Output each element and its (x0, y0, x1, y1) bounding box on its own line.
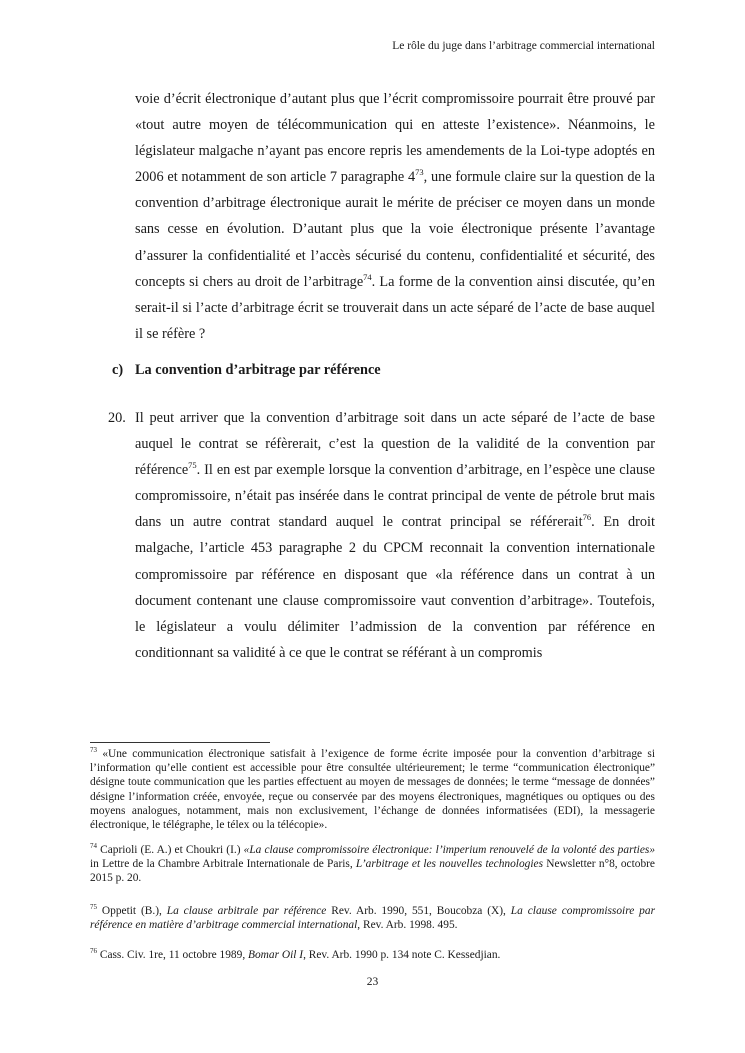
paragraph-number: 20. (108, 410, 126, 426)
para1-text-b: , une formule claire sur la question de la convention d’arbitrage électronique aurait le mérite de préciser ce moyen dans un monde sans cesse en évolution. D’autant plus que la voie électronique présente l’avantage d’assurer la confidentialité et l’accès sécurisé du contenu, confidentialité et sécurité, des concepts si chers au droit de l’arbitrage (135, 169, 655, 290)
footnote-text: , Rev. Arb. 1998. 495. (357, 919, 458, 932)
footnote-text: «Une communication électronique satisfait à l’exigence de forme écrite imposée pour la convention d’arbitrage si l’information qu’elle contient est accessible pour être consultée ultérieurement; le terme “communication électronique” désigne toute communication que les parties effectuent au moyen de messages de données; le terme “message de données” désigne l’information créée, envoyée, reçue ou conservée par des moyens électroniques, magnétiques ou optiques ou des moyens analogues, notamment, mais non exclusivement, l’échange de données informatisées (EDI), la messagerie électronique, le télégraphe, le télex ou la télécopie». (90, 748, 655, 832)
footnote-text: Rev. Arb. 1990, 551, Boucobza (X), (326, 905, 511, 917)
para1-text-c: . La forme de la convention ainsi discutée, qu’en serait-il si l’acte d’arbitrage écrit se trouverait dans un acte séparé de l’acte de base auquel il se réfère ? (135, 273, 655, 342)
footnote-italic: Bomar Oil I (248, 949, 304, 961)
footnote-73 (90, 747, 655, 832)
footnote-italic: «La clause compromissoire électronique: l’imperium renouvelé de la volonté des parties» (243, 844, 656, 856)
footnote-italic: La clause arbitrale par référence (166, 905, 327, 917)
footnote-italic: La clause compromissoire par référence en matière d’arbitrage commercial international (90, 905, 655, 932)
footnote-ref-74[interactable]: 74 (363, 271, 372, 282)
section-title: La convention d’arbitrage par référence (135, 362, 381, 378)
para2-text-c: . En droit malgache, l’article 453 paragraphe 2 du CPCM reconnait la convention internationale compromissoire par référence en disposant que «la référence dans un contrat à un document contenant une clause compromissoire vaut convention d’arbitrage». Toutefois, le législateur a voulu délimiter l’admission de la convention par référence en conditionnant sa validité à ce que le contrat se référant à un compromis (135, 514, 655, 661)
footnote-ref-75[interactable]: 75 (188, 460, 197, 471)
footnote-number: 73 (90, 746, 97, 755)
footnote-ref-73[interactable]: 73 (415, 167, 424, 178)
footnote-text: , Rev. Arb. 1990 p. 134 note C. Kessedjian. (303, 949, 501, 961)
para2-text-a: Il peut arriver que la convention d’arbitrage soit dans un acte séparé de l’acte de base auquel le contrat se réfèrerait, c’est la question de la validité de la convention par référence (135, 410, 655, 479)
footnote-text: Newsletter n°8, octobre 2015 p. 20. (90, 858, 655, 885)
footnote-75 (90, 904, 655, 932)
section-label: c) (112, 362, 124, 378)
footnote-ref-76[interactable]: 76 (582, 512, 592, 523)
page-number: 23 (366, 976, 379, 988)
footnote-number: 74 (90, 842, 97, 851)
para1-text-a: voie d’écrit électronique d’autant plus que l’écrit compromissoire pourrait être prouvé par «tout autre moyen de télécommunication qui en atteste l’existence». Néanmoins, le législateur malgache n’ayant pas encore repris les amendements de la Loi-type adoptés en 2006 et notamment de son article 7 paragraphe 4 (135, 91, 655, 186)
footnote-76 (90, 948, 655, 962)
section-heading (112, 362, 381, 379)
footnote-separator (90, 742, 270, 743)
footnote-number: 76 (90, 947, 97, 956)
footnote-italic: L’arbitrage et les nouvelles technologies (355, 858, 544, 871)
paragraph-20 (108, 405, 655, 666)
footnote-text: Oppetit (B.), (97, 905, 167, 917)
footnote-text: in Lettre de la Chambre Arbitrale Internationale de Paris, (90, 858, 356, 871)
paragraph-continuation (135, 86, 655, 347)
footnote-number: 75 (90, 903, 97, 912)
footnote-text: Caprioli (E. A.) et Choukri (I.) (97, 844, 244, 856)
footnote-text: Cass. Civ. 1re, 11 octobre 1989, (97, 949, 249, 961)
running-header: Le rôle du juge dans l’arbitrage commercial international (392, 40, 655, 52)
para2-text-b: . Il en est par exemple lorsque la convention d’arbitrage, en l’espèce une clause compromissoire, n’était pas insérée dans le contrat principal de vente de pétrole brut mais dans un autre contrat standard auquel le contrat principal se référerait (135, 462, 655, 531)
footnote-74 (90, 843, 655, 886)
